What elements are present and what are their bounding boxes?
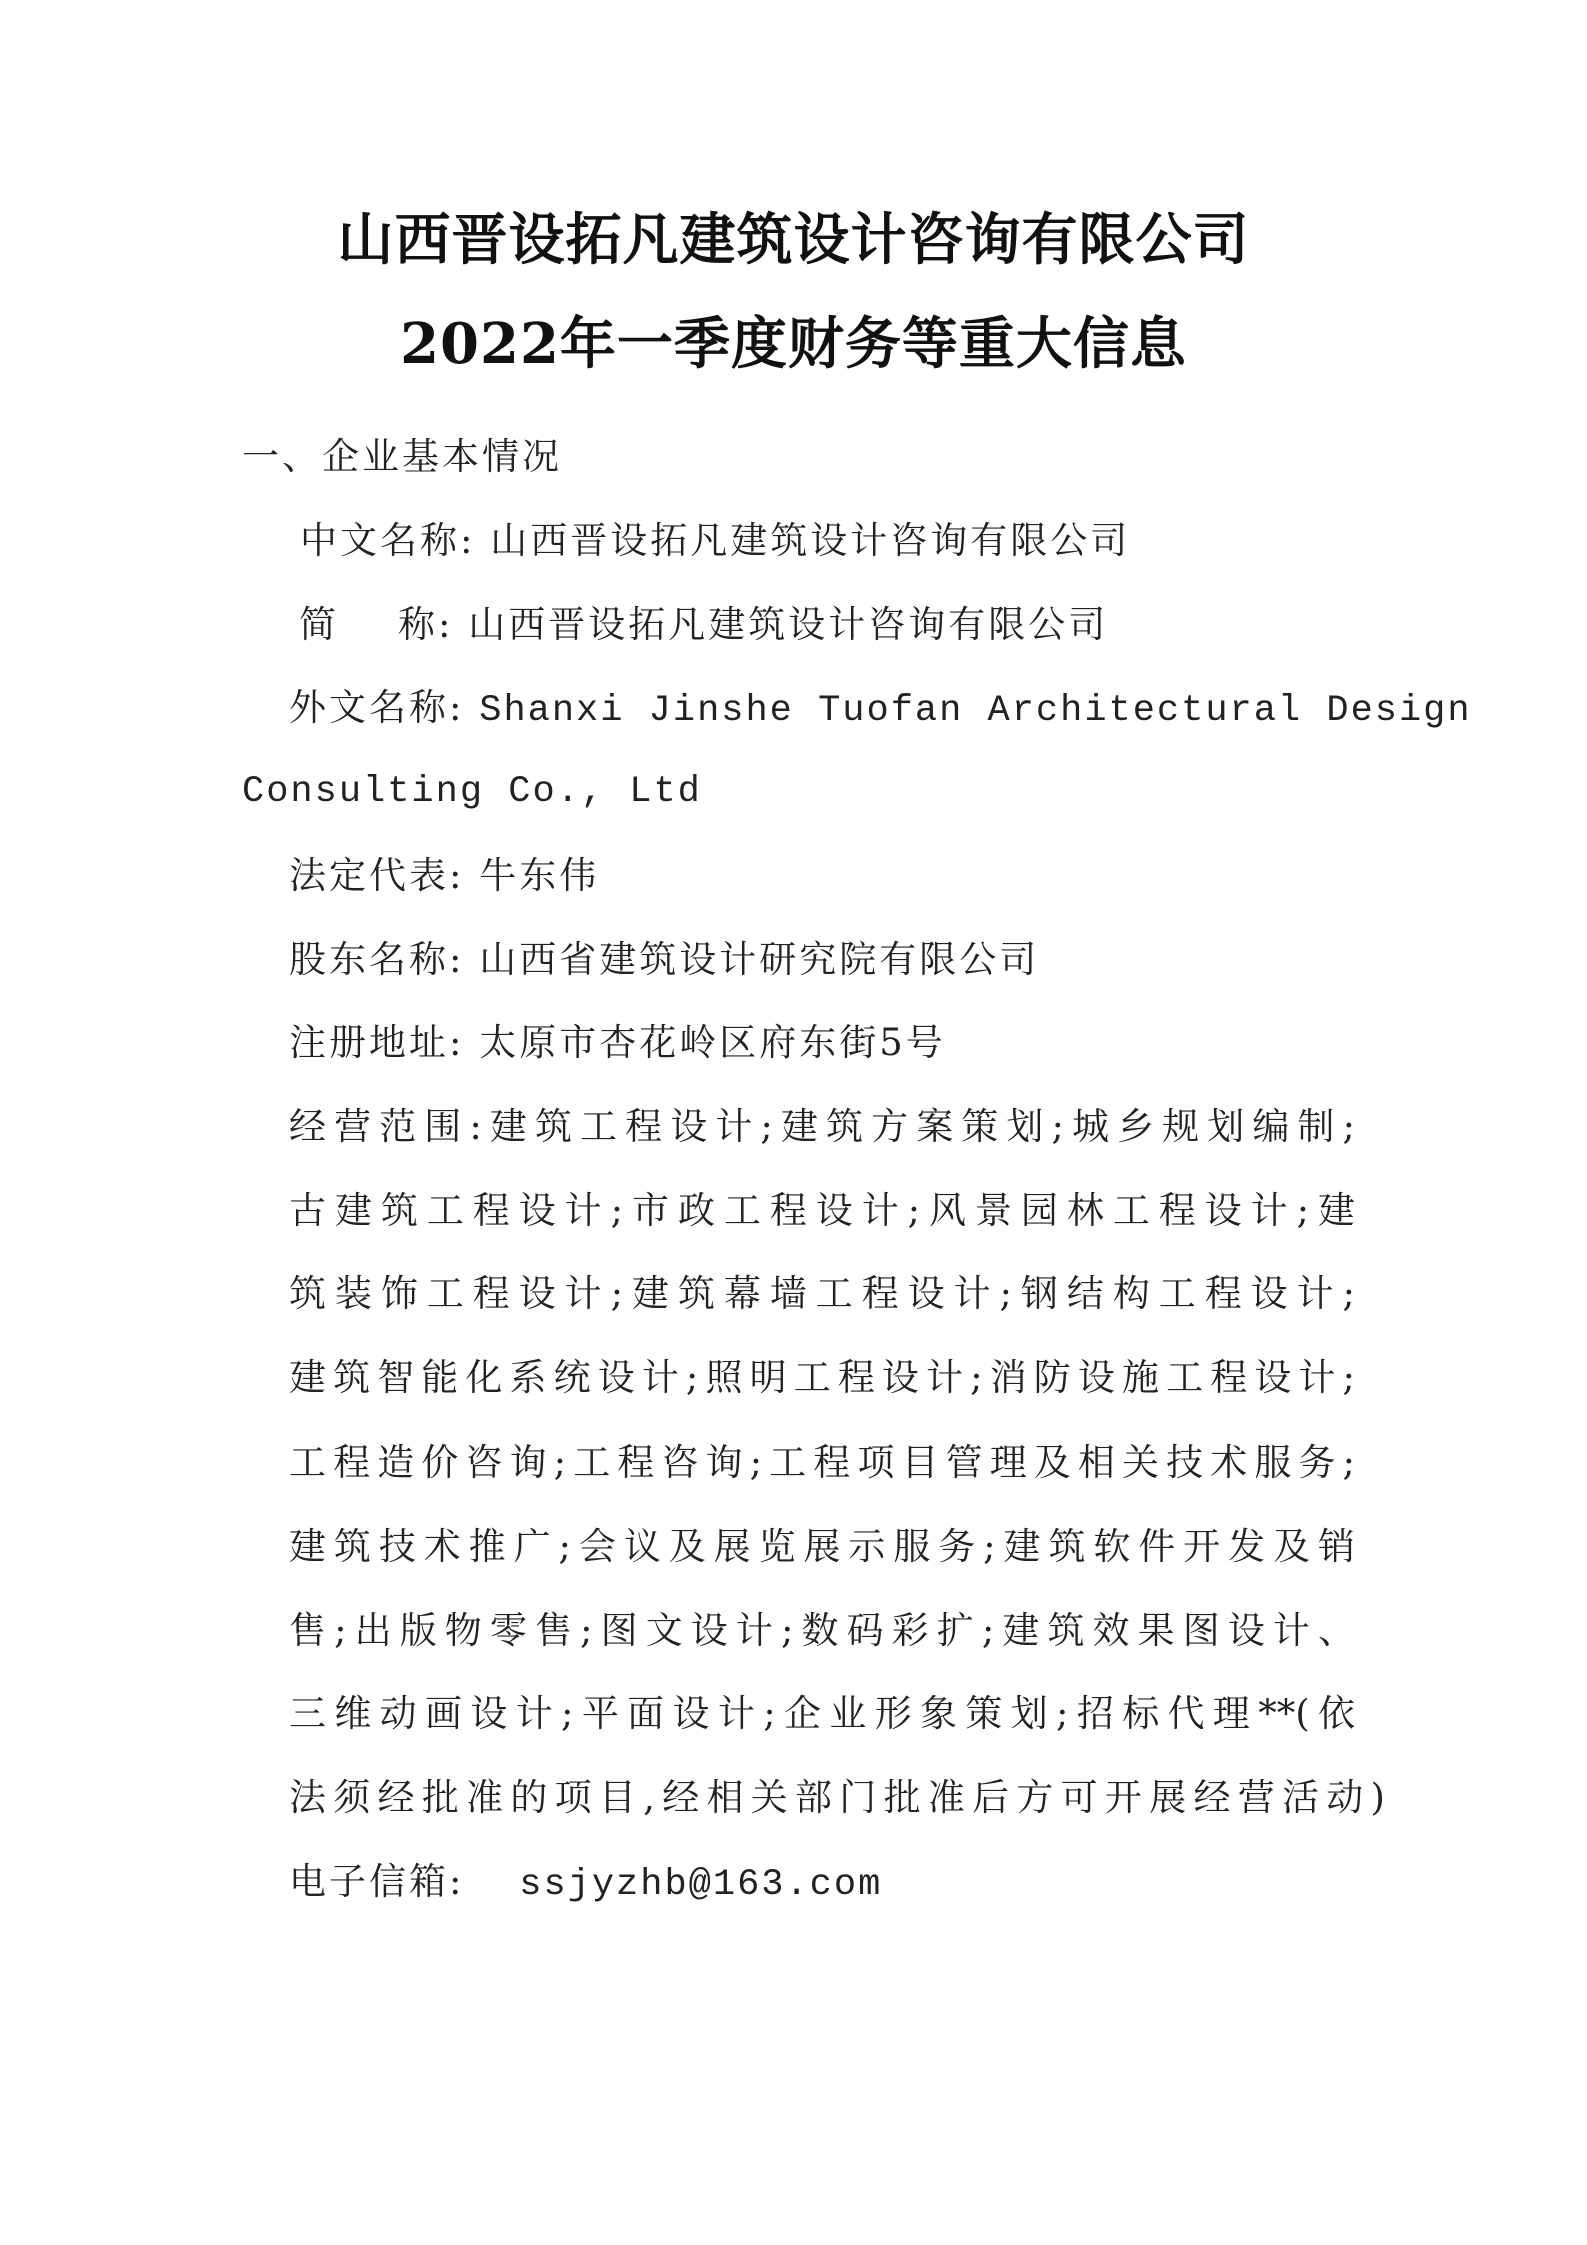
shareholder-value: 山西省建筑设计研究院有限公司: [479, 938, 1040, 981]
scope-line: 工程造价咨询;工程咨询;工程项目管理及相关技术服务;: [289, 1441, 1355, 1484]
scope-line: 建筑技术推广;会议及展览展示服务;建筑软件开发及销: [289, 1525, 1355, 1568]
foreign-name-continuation: Consulting Co., Ltd: [242, 771, 702, 813]
address-value: 太原市杏花岭区府东街5号: [479, 1021, 946, 1064]
shareholder-row: [289, 918, 1039, 1002]
scope-line: 法须经批准的项目,经相关部门批准后方可开展经营活动): [289, 1776, 1385, 1819]
section-heading: 一、企业基本情况: [242, 435, 562, 478]
shareholder-label: 股东名称:: [289, 938, 465, 981]
address-row: [289, 1001, 946, 1085]
document-title-line1: 山西晋设拓凡建筑设计咨询有限公司: [337, 207, 1250, 273]
scope-line: 三维动画设计;平面设计;企业形象策划;招标代理**(依: [289, 1692, 1355, 1735]
chinese-name-row: [300, 499, 1130, 583]
legal-rep-value: 牛东伟: [479, 854, 600, 897]
foreign-name-label: 外文名称:: [289, 686, 465, 729]
email-value: ssjyzhb@163.com: [519, 1864, 883, 1906]
scope-line: 经营范围:建筑工程设计;建筑方案策划;城乡规划编制;: [289, 1105, 1355, 1148]
scope-line: 筑装饰工程设计;建筑幕墙工程设计;钢结构工程设计;: [289, 1272, 1355, 1315]
scope-line: 古建筑工程设计;市政工程设计;风景园林工程设计;建: [289, 1189, 1355, 1232]
legal-rep-label: 法定代表:: [289, 854, 465, 897]
chinese-name-value: 山西晋设拓凡建筑设计咨询有限公司: [490, 519, 1131, 562]
email-label: 电子信箱:: [289, 1860, 465, 1903]
short-name-label: 简 称:: [299, 603, 454, 646]
foreign-name-value: Shanxi Jinshe Tuofan Architectural Design: [479, 690, 1472, 732]
email-row: [289, 1840, 882, 1924]
scope-line: 售;出版物零售;图文设计;数码彩扩;建筑效果图设计、: [289, 1609, 1355, 1652]
short-name-row: [299, 583, 1108, 667]
document-title-line2: 2022年一季度财务等重大信息: [400, 311, 1187, 377]
legal-rep-row: [289, 834, 599, 918]
address-label: 注册地址:: [289, 1021, 465, 1064]
chinese-name-label: 中文名称:: [300, 519, 476, 562]
scope-line: 建筑智能化系统设计;照明工程设计;消防设施工程设计;: [289, 1356, 1355, 1399]
foreign-name-row: [289, 666, 1472, 750]
short-name-value: 山西晋设拓凡建筑设计咨询有限公司: [468, 603, 1109, 646]
